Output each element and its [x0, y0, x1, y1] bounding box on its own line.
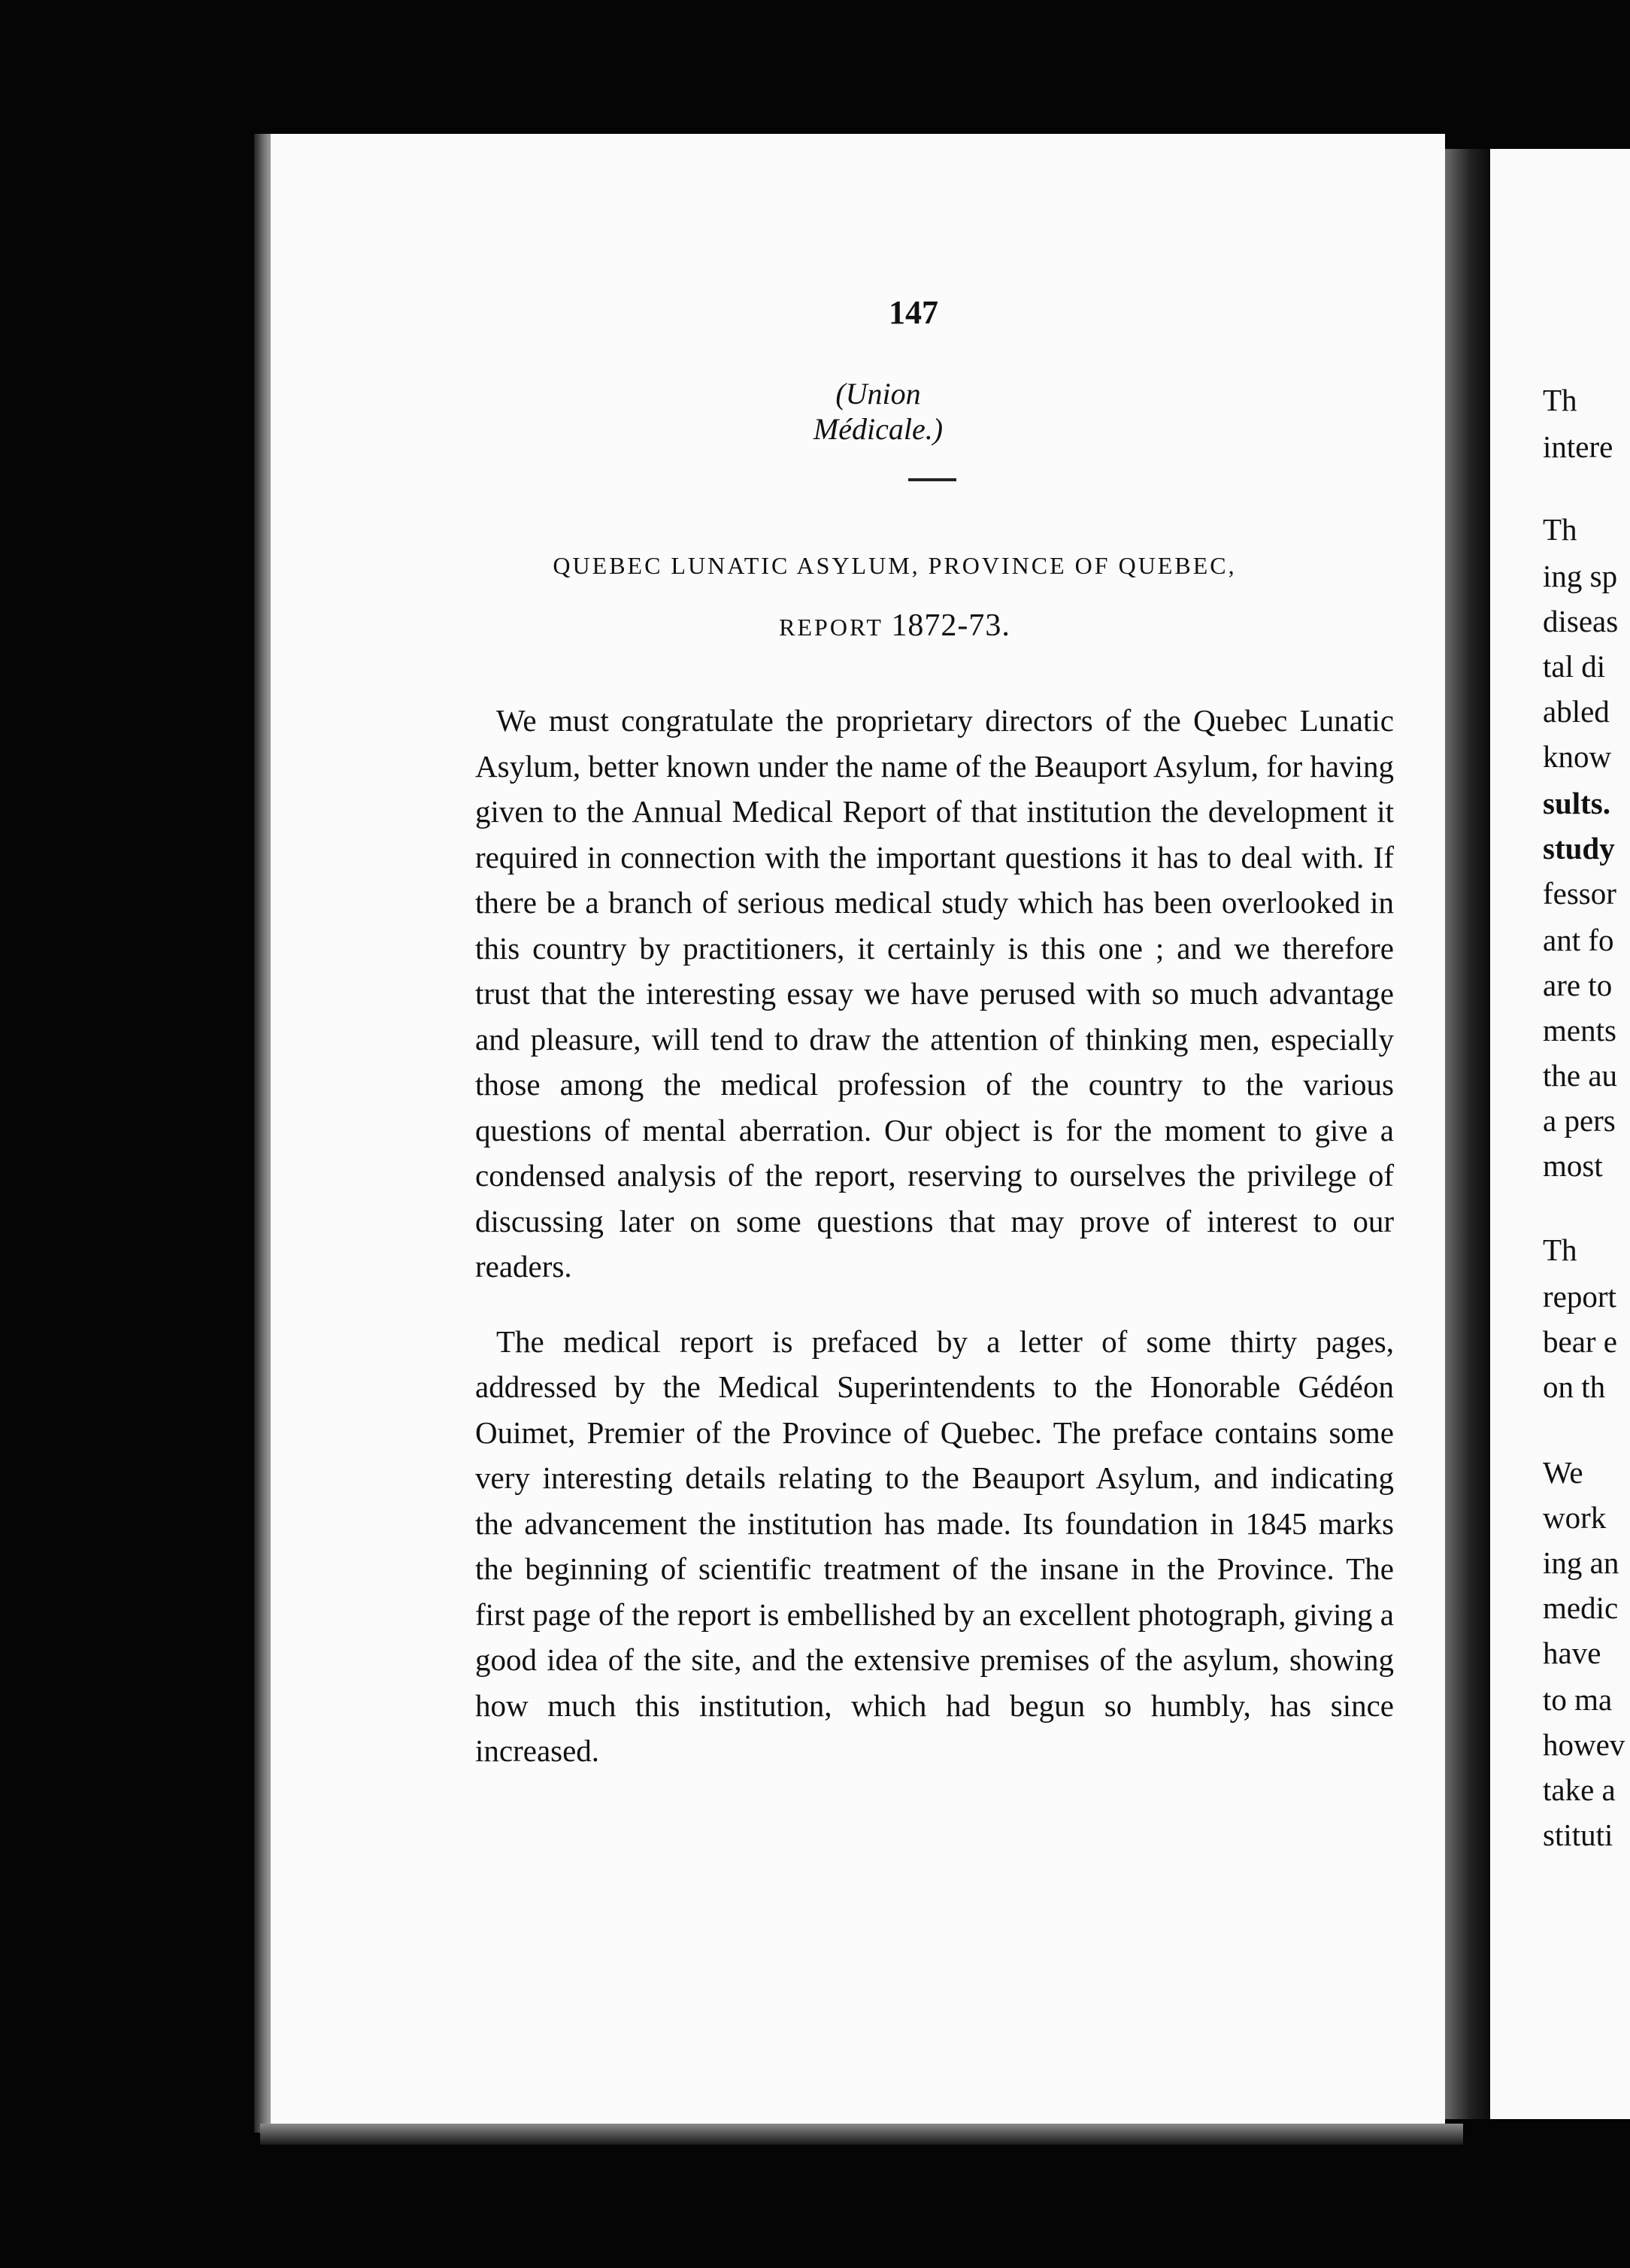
article-body	[475, 698, 1394, 1774]
paragraph-1: We must congratulate the proprietary directors of the Quebec Lunatic Asylum, better known under the name of the Beauport Asylum, for having given to the Annual Medical Report of that institution the development it required in connection with the important questions it has to deal with. If there be a branch of serious medical study which has been overlooked in this country by practitioners, it certainly is this one ; and we therefore trust that the interesting essay we have perused with so much advantage and pleasure, will tend to draw the attention of thinking men, especially those among the medical profession of the country to the various questions of mental aberration. Our object is for the moment to give a condensed analysis of the report, reserving to ourselves the privilege of discussing later on some questions that may prove of interest to our readers.	[475, 703, 1394, 1284]
heading-title: QUEBEC LUNATIC ASYLUM, PROVINCE OF QUEBEC,	[553, 552, 1237, 579]
facing-line: report	[1543, 1279, 1616, 1314]
facing-line: fessor	[1543, 876, 1616, 911]
facing-line: are to	[1543, 968, 1613, 1002]
facing-line: on th	[1543, 1369, 1606, 1404]
facing-line: bear e	[1543, 1324, 1617, 1359]
facing-line: medic	[1543, 1590, 1619, 1625]
facing-line: to ma	[1543, 1682, 1613, 1717]
heading-report-line	[451, 596, 1338, 657]
facing-line: stituti	[1543, 1818, 1613, 1852]
facing-line: a pers	[1543, 1103, 1616, 1138]
facing-line: abled	[1543, 694, 1610, 729]
facing-line: We	[1543, 1455, 1583, 1490]
facing-line: work	[1543, 1500, 1607, 1535]
facing-line: sults.	[1543, 786, 1611, 820]
facing-line: intere	[1543, 429, 1613, 464]
facing-line: study	[1543, 831, 1615, 866]
facing-line: most	[1543, 1148, 1603, 1183]
facing-line: know	[1543, 739, 1612, 774]
facing-line: ing sp	[1543, 559, 1618, 593]
heading-report-year: 1872-73.	[891, 608, 1010, 643]
facing-line: diseas	[1543, 604, 1619, 638]
article-heading	[451, 535, 1338, 657]
facing-line: ments	[1543, 1013, 1616, 1048]
facing-line: howev	[1543, 1727, 1625, 1762]
source-citation: (Union Médicale.)	[813, 377, 944, 446]
page-bottom-shadow	[260, 2124, 1463, 2145]
facing-line: ant fo	[1543, 923, 1614, 957]
facing-line: Th	[1543, 1233, 1577, 1267]
facing-line: ing an	[1543, 1545, 1619, 1580]
facing-line: take a	[1543, 1772, 1616, 1807]
page-number: 147	[889, 294, 938, 331]
facing-line: the au	[1543, 1058, 1618, 1093]
facing-line: tal di	[1543, 649, 1606, 684]
paragraph-2: The medical report is prefaced by a letter of some thirty pages, addressed by the Medical Superintendents to the Honorable Gédéon Ouimet, Premier of the Province of Quebec. The preface contains some very interesting details relating to the Beauport Asylum, and indicating the advancement the institution has made. Its foundation in 1845 marks the beginning of scientific treatment of the insane in the Province. The first page of the report is embellished by an excellent photograph, giving a good idea of the site, and the extensive premises of the asylum, showing how much this institution, which had begun so humbly, has since increased.	[475, 1324, 1394, 1768]
facing-line: Th	[1543, 383, 1577, 417]
facing-line: Th	[1543, 512, 1577, 547]
divider-rule	[908, 478, 956, 481]
book-gutter	[1445, 149, 1490, 2119]
heading-report-label: REPORT	[779, 614, 883, 641]
facing-line: have	[1543, 1636, 1601, 1670]
